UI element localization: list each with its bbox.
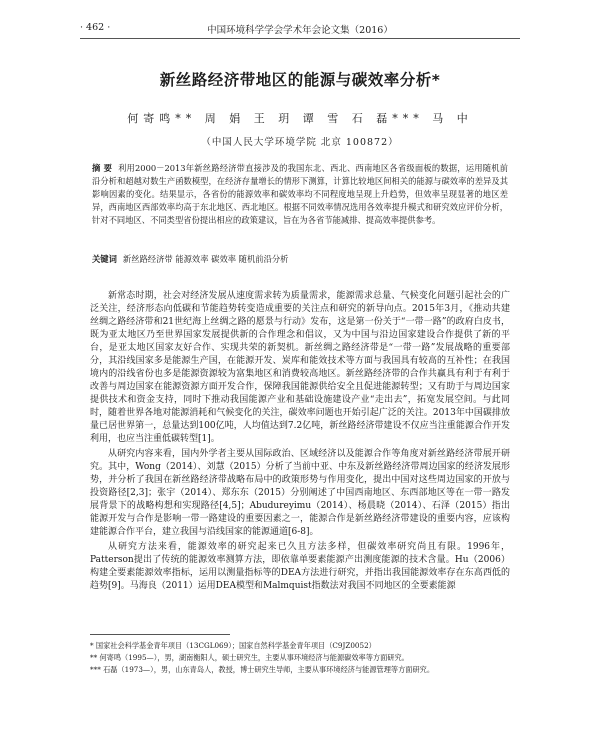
footnotes: [90, 640, 510, 676]
footnote: * 国家社会科学基金青年项目（13CGL069）；国家自然科学基金青年项目（C9JZ0052）: [90, 641, 376, 650]
author-list: 何寄鸣** 周 娟 王 玥 谭 雪 石 磊*** 马 中: [127, 112, 473, 125]
footnote: ** 何寄鸣（1995—），男，湖南衡阳人，硕士研究生，主要从事环境经济与能源碳效率等方面研究。: [90, 653, 409, 662]
paragraph: 新常态时期，社会对经济发展从速度需求转为质量需求，能源需求总量、气候变化问题引起社会的广泛关注，经济形态向低碳和节能趋势转变造成重要的关注点和研究的新导向点。2015年3月，《推动共建丝绸之路经济带和21世纪海上丝绸之路的愿景与行动》发布，这是第一份关于“一带一路”的政府白皮书，既为亚太地区乃至世界国家发展提供新的合作理念和倡议，又为中国与沿边国家建设合作提供了新的平台，是亚太地区国家友好合作、实现共荣的新契机。新丝绸之路经济带是“一带一路”发展战略的重要部分，其沿线国家多是能源生产国，在能源开发、炭库和能效技术等方面与我国具有较高的互补性；在我国境内的沿线省份也多是能源资源较为富集地区和消费较高地区。新丝路经济带的合作共赢具有利于有利于改善与周边国家在能源资源方面开发合作，保障我国能源供给安全且促进能源转型；又有助于与周边国家提供技术和资金支持，同时下推动我国能源产业和基础设施建设产业“走出去”，拓宽发展空间。与此同时，随着世界各地对能源消耗和气候变化的关注，碳效率问题也开始引起广泛的关注。2013年中国碳排放量已居世界第一，总量达到100亿吨，人均值达到7.2亿吨，新丝路经济带建设不仅应当注重能源合作开发利用，也应当注重低碳转型[1]。: [90, 291, 510, 444]
paragraph: 从研究方法来看，能源效率的研究起来已久且方法多样，但碳效率研究尚且有限。1996年，Patterson提出了传统的能源效率测算方法，即依靠单要素能源产出测度能源的技术含量。Hu（2006）构建全要素能源效率指标，运用以测量指标等的DEA方法进行研究，并指出我国能源效率存在东高西低的趋势[9]。马海良（2011）运用DEA模型和Malmquist指数法对我国不同地区的全要素能源: [90, 542, 510, 591]
paragraph: 从研究内容来看，国内外学者主要从国际政治、区域经济以及能源合作等角度对新丝路经济带展开研究。其中，Wong（2014）、刘慧（2015）分析了当前中亚、中东及新丝路经济带周边国家的经济发展形势，并分析了我国在新丝路经济带战略布局中的政策形势与作用变化，提出中国对这些周边国家的开放与投资路径[2,3]；张宇（2014）、郑东东（2015）分别阐述了中国西南地区、东西部地区等在一带一路发展背景下的战略构想和实现路径[4,5]；Abudureyimu（2014）、杨晨晓（2014）、石泽（2015）指出能源开发与合作是影响一带一路建设的重要因素之一，能源合作是新丝路经济带建设的重要内容，应该构建能源合作平台，建立我国与沿线国家的能源通道[6-8]。: [90, 449, 510, 537]
abstract: [92, 162, 508, 227]
keywords-text: 新丝路经济带 能源效率 碳效率 随机前沿分析: [122, 254, 289, 264]
page-number: · 462 ·: [80, 22, 111, 33]
keywords-label: 关键词: [92, 254, 117, 264]
footnote-divider: [90, 634, 230, 635]
paper-title: 新丝路经济带地区的能源与碳效率分析*: [159, 71, 441, 89]
abstract-text: 利用2000－2013年新丝路经济带直接涉及的我国东北、西北、西南地区各省级面板的数据，运用随机前沿分析和超越对数生产函数模型，在经济存量增长的情形下测算，计算比较地区间相关的能源与碳效率的差异及其影响因素的变化。结果显示，各省份的能源效率和碳效率均不同程度地呈现上升趋势，但效率呈现显著的地区差异，西南地区西部效率均高于东北地区、西北地区。根据不同效率情况选用各效率提升模式和研究效应评价分析，针对不同地区、不同类型省份提出相应的政策建议，旨在为各省节能减排、提高效率提供参考。: [92, 163, 509, 225]
keywords: [92, 253, 508, 266]
abstract-label: 摘 要: [92, 163, 113, 173]
running-header: [80, 20, 520, 39]
footnote: *** 石磊（1973—），男，山东青岛人，教授，博士研究生导师，主要从事环境经济与能源管理等方面研究。: [90, 665, 435, 674]
journal-title: 中国环境科学学会学术年会论文集（2016）: [207, 25, 393, 36]
affiliation: （中国人民大学环境学院 北京 100872）: [201, 137, 399, 148]
body-text: [90, 290, 510, 595]
